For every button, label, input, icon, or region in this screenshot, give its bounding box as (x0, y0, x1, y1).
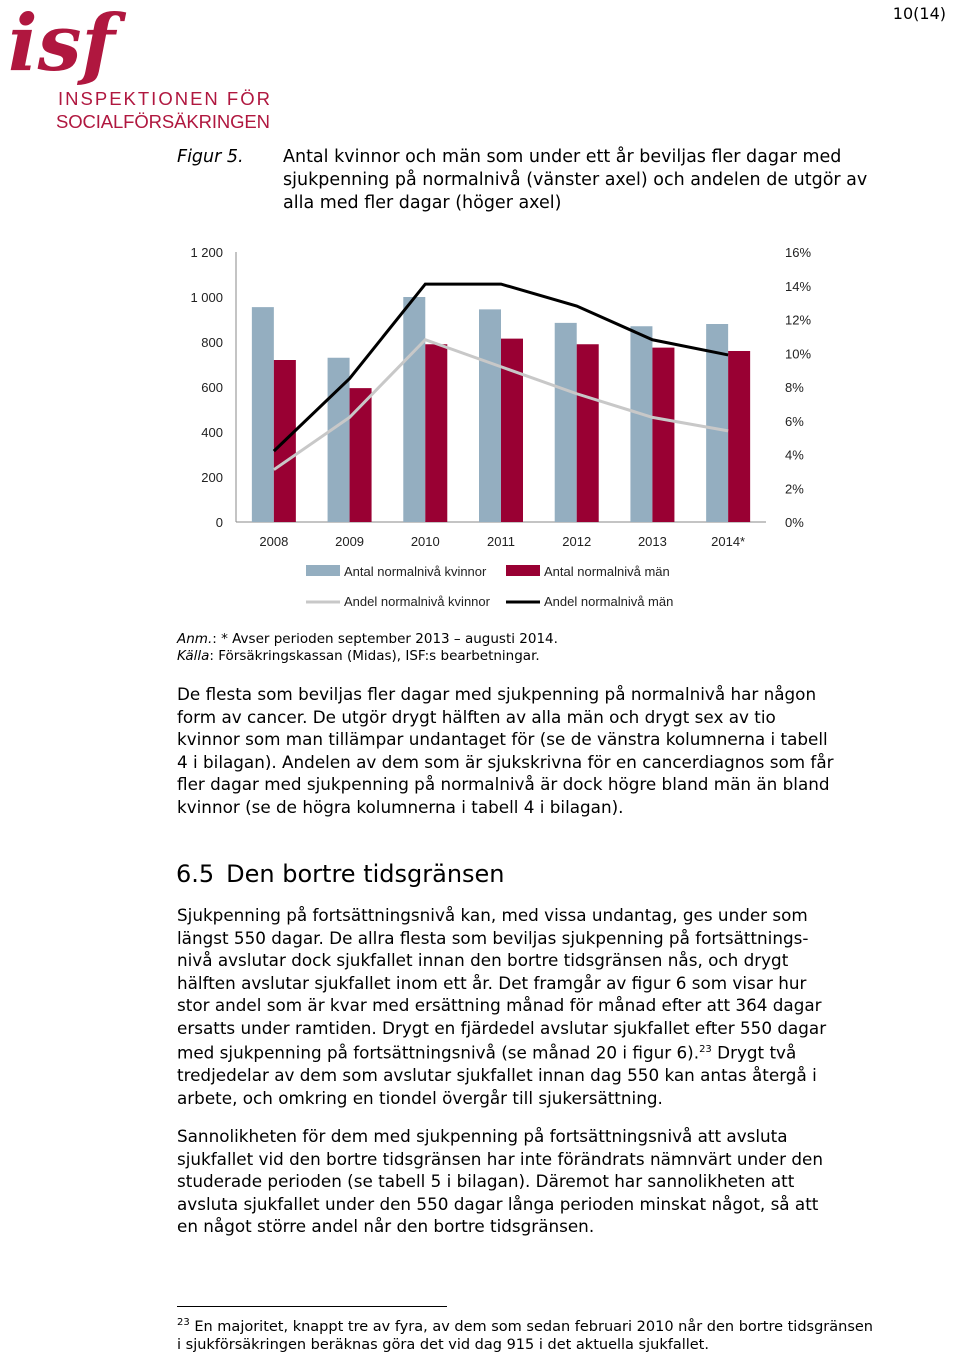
paragraph-2-tail: Drygt två tredjedelar av dem som avslutar sjukfallet innan dag 550 kan antas återgå i arbete, och omkring en tiondel övergår till sjukersättning. (177, 1042, 817, 1108)
x-axis-label: 2010 (410, 534, 440, 549)
left-axis-ticks (190, 245, 223, 530)
right-axis-tick-label: 12% (785, 312, 812, 328)
left-axis-tick-label: 1 200 (190, 245, 223, 260)
figure-source (177, 648, 540, 664)
page-number: 10(14) (892, 4, 946, 23)
legend-swatch-0 (306, 565, 340, 576)
figure-title: Antal kvinnor och män som under ett år beviljas fler dagar med sjukpenning på normalnivå (vänster axel) och andelen de utgör av alla med fler dagar (höger axel) (283, 147, 868, 213)
bar-men (501, 339, 523, 522)
figure-note (177, 631, 558, 647)
footnote-text: En majoritet, knappt tre av fyra, av dem som sedan februari 2010 når den bortre tidsgränsen i sjukförsäkringen beräknas göra det vid dag 915 i det aktuella sjukfallet. (177, 1318, 873, 1353)
paragraph-3: Sannolikheten för dem med sjukpenning på fortsättningsnivå att avsluta sjukfallet vid den bortre tidsgränsen har inte förändrats nämnvärt under den studerade perioden (se tabell 5 i bilagan). Däremot har sannolikheten att avsluta sjukfallet under den 550 dagar långa perioden minskat något, så att en något större andel når den bortre tidsgränsen. (177, 1126, 823, 1236)
bar-women (479, 309, 501, 522)
left-axis-tick-label: 1 000 (190, 290, 223, 305)
combo-chart (180, 238, 840, 618)
source-label: Källa (177, 648, 210, 664)
section-title: Den bortre tidsgränsen (226, 860, 505, 888)
footnote-divider (177, 1306, 447, 1307)
left-axis-tick-label: 0 (215, 515, 223, 530)
footnote (177, 1314, 877, 1354)
bar-men (577, 344, 599, 522)
paragraph-2-text: Sjukpenning på fortsättningsnivå kan, med vissa undantag, ges under som längst 550 dagar. De allra flesta som beviljas sjukpenning på fortsättnings-nivå avslutar dock sjukfallet innan den bortre tidsgränsen nås, och drygt hälften avslutar sjukfallet inom ett år. Det framgår av figur 6 som visar hur stor andel som är kvar med ersättning månad för månad efter att 364 dagar ersatts under ramtiden. Drygt en fjärdedel avslutar sjukfallet efter 550 dagar med sjukpenning på fortsättningsnivå (se månad 20 i figur 6). (177, 905, 827, 1063)
right-axis-tick-label: 14% (785, 278, 812, 294)
paragraph-2 (177, 904, 837, 1109)
left-axis-tick-label: 800 (201, 335, 223, 350)
x-axis-label: 2008 (259, 534, 289, 549)
right-axis-tick-label: 6% (785, 413, 804, 429)
footnote-number: 23 (177, 1317, 190, 1328)
x-axis-label: 2014* (711, 534, 746, 549)
right-axis-ticks (785, 245, 811, 530)
section-number: 6.5 (176, 860, 215, 888)
bar-men (652, 348, 674, 522)
bar-men (728, 351, 750, 522)
x-axis-label: 2011 (487, 534, 515, 549)
left-axis-tick-label: 400 (201, 425, 223, 440)
bar-women (630, 326, 652, 522)
bar-women (555, 323, 577, 522)
source-text: : Försäkringskassan (Midas), ISF:s bearbetningar. (209, 648, 540, 664)
right-axis-tick-label: 16% (785, 245, 812, 260)
paragraph-1: De flesta som beviljas fler dagar med sjukpenning på normalnivå har någon form av cancer. De utgör drygt hälften av alla män och drygt sex av tio kvinnor som man tillämpar undantaget för (se de vänstra kolumnerna i tabell 4 i bilagan). Andelen av dem som är sjukskrivna för en cancerdiagnos som får fler dagar med sjukpenning på normalnivå är dock högre bland män än bland kvinnor (se de högra kolumnerna i tabell 4 i bilagan). (177, 684, 834, 817)
right-axis-tick-label: 4% (785, 447, 804, 463)
legend-swatch-1 (506, 565, 540, 576)
bar-women (403, 297, 425, 522)
right-axis-tick-label: 2% (785, 481, 804, 497)
note-label: Anm. (177, 631, 213, 647)
isf-logo (6, 4, 276, 130)
legend-label-1: Antal normalnivå män (544, 564, 670, 579)
right-axis-tick-label: 10% (785, 346, 812, 362)
x-axis-label: 2009 (335, 534, 365, 549)
legend-label-2: Andel normalnivå kvinnor (344, 594, 490, 609)
bar-men (425, 344, 447, 522)
section-heading (176, 860, 505, 888)
chart-legend (306, 564, 673, 609)
bar-series (252, 297, 750, 522)
x-axis-label: 2012 (562, 534, 592, 549)
logo-mark: isf (8, 4, 116, 89)
bar-women (252, 307, 274, 522)
footnote-ref[interactable]: 23 (699, 1044, 712, 1055)
note-text: : * Avser perioden september 2013 – augusti 2014. (212, 631, 558, 647)
x-axis-labels (259, 534, 745, 549)
left-axis-tick-label: 600 (201, 380, 223, 395)
logo-line2: SOCIALFÖRSÄKRINGEN (56, 111, 270, 130)
logo-line1: INSPEKTIONEN FÖR (58, 88, 270, 109)
right-axis-tick-label: 8% (785, 380, 804, 395)
legend-label-3: Andel normalnivå män (544, 594, 674, 609)
x-axis-label: 2013 (637, 534, 667, 549)
left-axis-tick-label: 200 (201, 470, 223, 485)
right-axis-tick-label: 0% (785, 515, 804, 530)
figure-label: Figur 5. (177, 147, 244, 167)
legend-label-0: Antal normalnivå kvinnor (344, 564, 487, 579)
